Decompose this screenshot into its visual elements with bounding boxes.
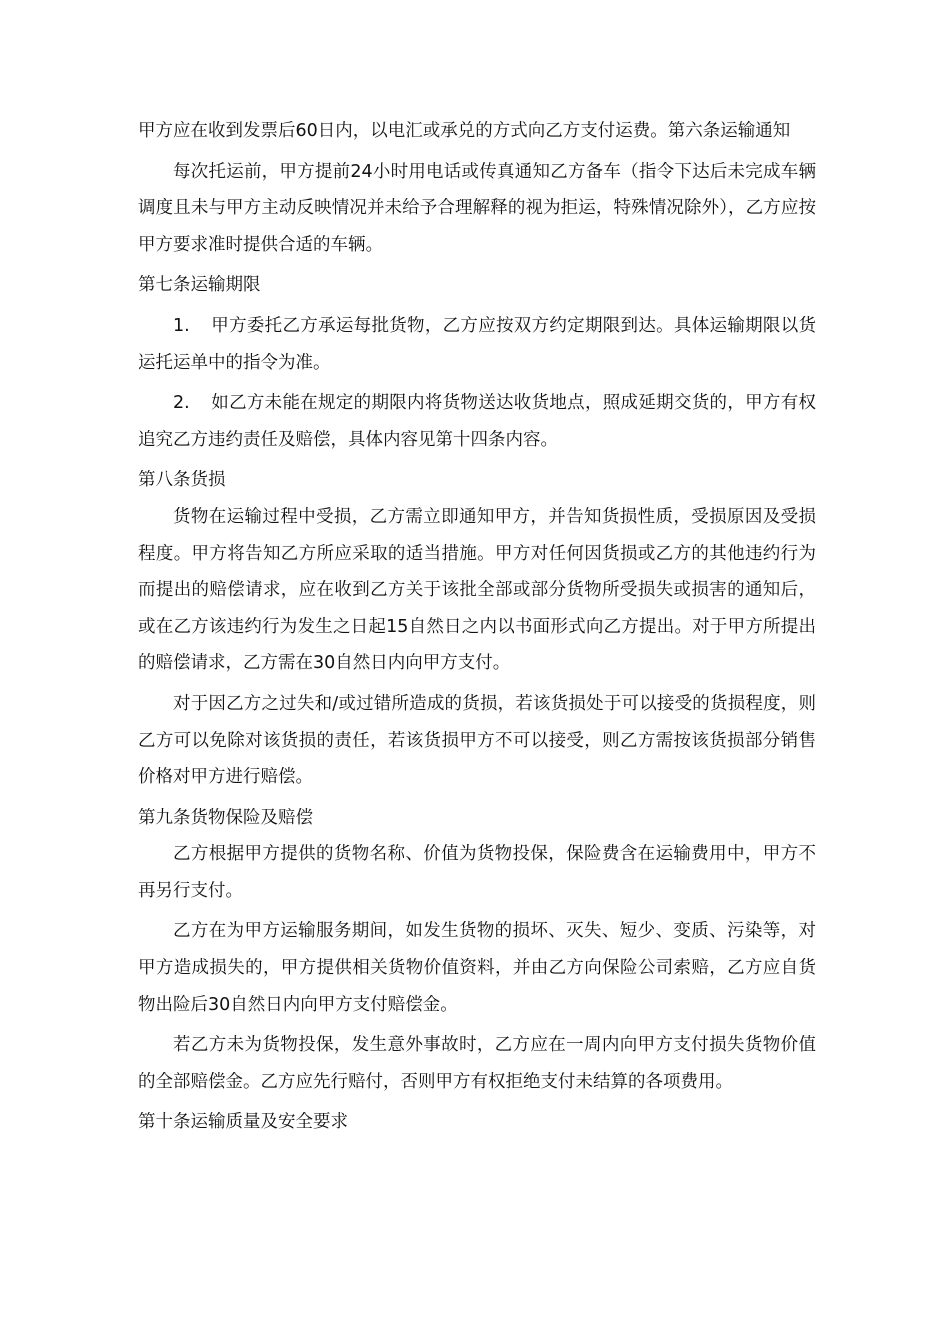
paragraph-transport-notice: 每次托运前，甲方提前24小时用电话或传真通知乙方备车（指令下达后未完成车辆调度且未与甲方主动反映情况并未给予合理解释的视为拒运，特殊情况除外），乙方应按甲方要求准时提供合适的车辆。 [138, 161, 816, 255]
paragraph-insurance: 乙方根据甲方提供的货物名称、价值为货物投保，保险费含在运输费用中，甲方不再另行支付。 [138, 844, 816, 901]
list-item-text: 甲方委托乙方承运每批货物，乙方应按双方约定期限到达。具体运输期限以货运托运单中的指令为准。 [138, 315, 816, 373]
paragraph-cargo-damage: 货物在运输过程中受损，乙方需立即通知甲方，并告知货损性质，受损原因及受损程度。甲方将告知乙方所应采取的适当措施。甲方对任何因货损或乙方的其他违约行为而提出的赔偿请求，应在收到乙方关于该批全部或部分货物所受损失或损害的通知后，或在乙方该违约行为发生之日起15自然日之内以书面形式向乙方提出。对于甲方所提出的赔偿请求，乙方需在30自然日内向甲方支付。 [138, 506, 816, 674]
paragraph-uninsured-compensation: 若乙方未为货物投保，发生意外事故时，乙方应在一周内向甲方支付损失货物价值的全部赔偿金。乙方应先行赔付，否则甲方有权拒绝支付未结算的各项费用。 [138, 1035, 816, 1092]
list-item-7-2 [138, 385, 816, 458]
heading-article-9: 第九条货物保险及赔偿 [138, 807, 313, 828]
heading-article-10: 第十条运输质量及安全要求 [138, 1112, 348, 1133]
list-item-text: 如乙方未能在规定的期限内将货物送达收货地点，照成延期交货的，甲方有权追究乙方违约责任及赔偿，具体内容见第十四条内容。 [138, 393, 816, 450]
heading-article-8: 第八条货损 [138, 470, 226, 491]
list-item-number: 2. [173, 393, 190, 414]
list-item-number: 1. [173, 315, 190, 336]
document-body [138, 113, 816, 1141]
heading-article-7: 第七条运输期限 [138, 275, 261, 296]
paragraph-damage-liability: 对于因乙方之过失和/或过错所造成的货损，若该货损处于可以接受的货损程度，则乙方可以免除对该货损的责任，若该货损甲方不可以接受，则乙方需按该货损部分销售价格对甲方进行赔偿。 [138, 693, 816, 788]
list-item-7-1 [138, 308, 816, 381]
paragraph-payment-terms: 甲方应在收到发票后60日内，以电汇或承兑的方式向乙方支付运费。第六条运输通知 [138, 121, 791, 141]
paragraph-insurance-claim: 乙方在为甲方运输服务期间，如发生货物的损坏、灭失、短少、变质、污染等，对甲方造成损失的，甲方提供相关货物价值资料，并由乙方向保险公司索赔，乙方应自货物出险后30自然日内向甲方支付赔偿金。 [138, 921, 816, 1015]
